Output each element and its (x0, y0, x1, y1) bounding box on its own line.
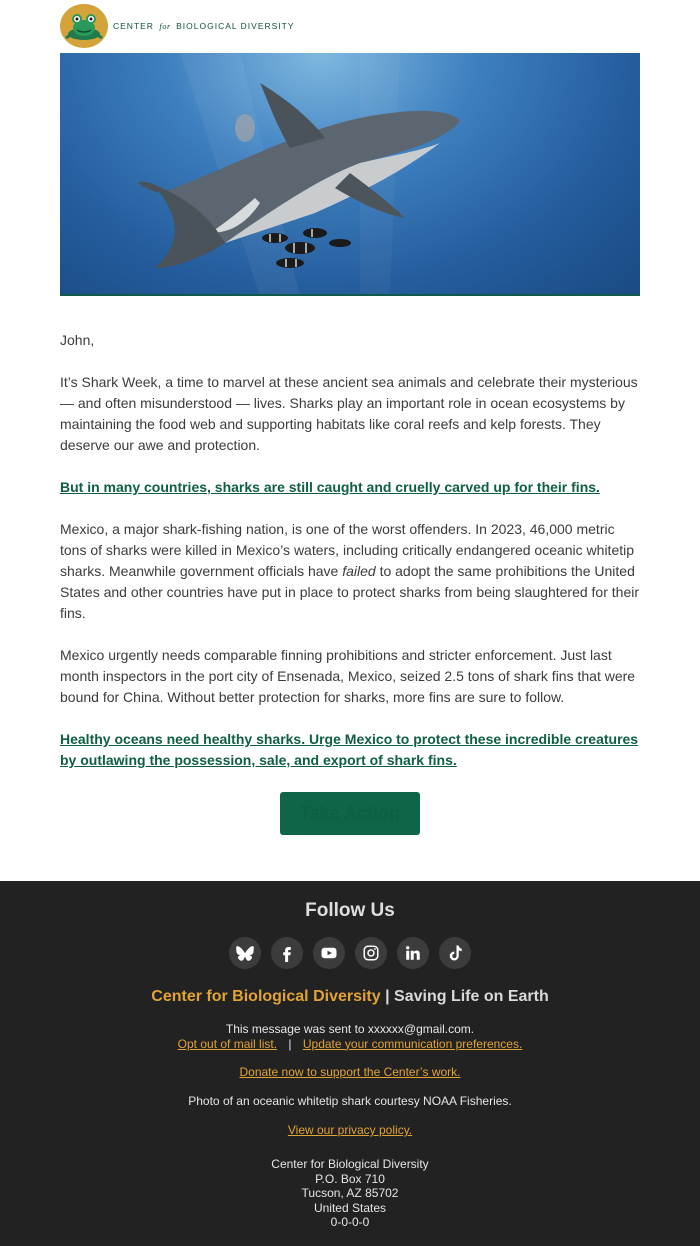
mailing-address (0, 1157, 700, 1230)
email-footer (0, 881, 700, 1246)
preferences-links (0, 1037, 700, 1052)
failed-emphasis: failed (342, 563, 376, 579)
fins-link-paragraph (60, 477, 640, 498)
urge-link-paragraph (60, 729, 640, 771)
sent-text: This message was sent to xxxxxx@gmail.com. (225, 1022, 475, 1036)
instagram-icon[interactable] (355, 937, 387, 969)
facebook-icon[interactable] (271, 937, 303, 969)
org-name: Center for Biological Diversity (151, 988, 381, 1005)
donate-row (0, 1065, 700, 1080)
photo-credit: Photo of an oceanic whitetip shark courtesy NOAA Fisheries. (188, 1094, 512, 1108)
org-separator: | (380, 988, 395, 1005)
sent-notice (0, 1022, 700, 1051)
urge-mexico-link[interactable]: Healthy oceans need healthy sharks. Urge Mexico to protect these incredible creatures by outlawing the possession, sale, and export of shark fins. (60, 731, 639, 768)
mexico-paragraph (60, 519, 640, 624)
address-line: Tucson, AZ 85702 (301, 1186, 399, 1200)
take-action-button[interactable]: Take Action (280, 792, 420, 835)
address-line: Center for Biological Diversity (271, 1157, 429, 1171)
address-line: 0-0-0-0 (330, 1215, 370, 1229)
links-divider: | (288, 1036, 292, 1051)
cta-wrapper (60, 792, 640, 835)
social-links (229, 937, 471, 969)
greeting: John, (60, 332, 95, 348)
logo-word-for: for (159, 21, 171, 31)
hero-shark-image (60, 53, 640, 296)
update-preferences-link[interactable]: Update your communication preferences. (302, 1036, 523, 1051)
enforcement-paragraph: Mexico urgently needs comparable finning prohibitions and stricter enforcement. Just last month inspectors in the port city of Ensenada, Mexico, seized 2.5 tons of shark fins that were bound for China. Without better protection for sharks, more fins are sure to follow. (60, 647, 636, 705)
shark-photo-icon (60, 53, 640, 296)
opt-out-link[interactable]: Opt out of mail list. (177, 1036, 278, 1051)
tiktok-icon[interactable] (439, 937, 471, 969)
donate-link[interactable]: Donate now to support the Center’s work. (239, 1065, 461, 1079)
fins-link[interactable]: But in many countries, sharks are still caught and cruelly carved up for their fins. (60, 479, 600, 495)
mexico-paragraph-part1: Mexico, a major shark-fishing nation, is one of the worst offenders. In 2023, 46,000 metric tons of sharks were killed in Mexico’s waters, including critically endangered oceanic whitetip sharks. Meanwhile government officials have (60, 521, 635, 579)
follow-us-heading: Follow Us (305, 900, 395, 921)
org-tagline: Saving Life on Earth (394, 988, 549, 1005)
mexico-paragraph-part2: to adopt the same prohibitions the United States and other countries have put in place to protect sharks from being slaughtered for their fins. (60, 563, 639, 621)
linkedin-icon[interactable] (397, 937, 429, 969)
frog-logo-icon (60, 4, 108, 48)
email-header (0, 0, 700, 53)
privacy-row (0, 1123, 700, 1138)
hero-bottom-border (60, 294, 640, 296)
address-line: United States (313, 1200, 387, 1215)
org-line (0, 988, 700, 1006)
address-line: P.O. Box 710 (315, 1171, 385, 1186)
email-body (60, 330, 640, 835)
bluesky-icon[interactable] (229, 937, 261, 969)
youtube-icon[interactable] (313, 937, 345, 969)
logo-wordmark (113, 21, 295, 31)
center-logo[interactable] (60, 4, 295, 48)
logo-word-center: CENTER (113, 21, 154, 31)
logo-word-bio: BIOLOGICAL DIVERSITY (176, 21, 295, 31)
intro-paragraph: It’s Shark Week, a time to marvel at these ancient sea animals and celebrate their mysterious — and often misunderstood — lives. Sharks play an important role in ocean ecosystems by maintaining the food web and supporting habitats like coral reefs and kelp forests. They deserve our awe and protection. (60, 374, 638, 453)
privacy-policy-link[interactable]: View our privacy policy. (287, 1123, 413, 1137)
